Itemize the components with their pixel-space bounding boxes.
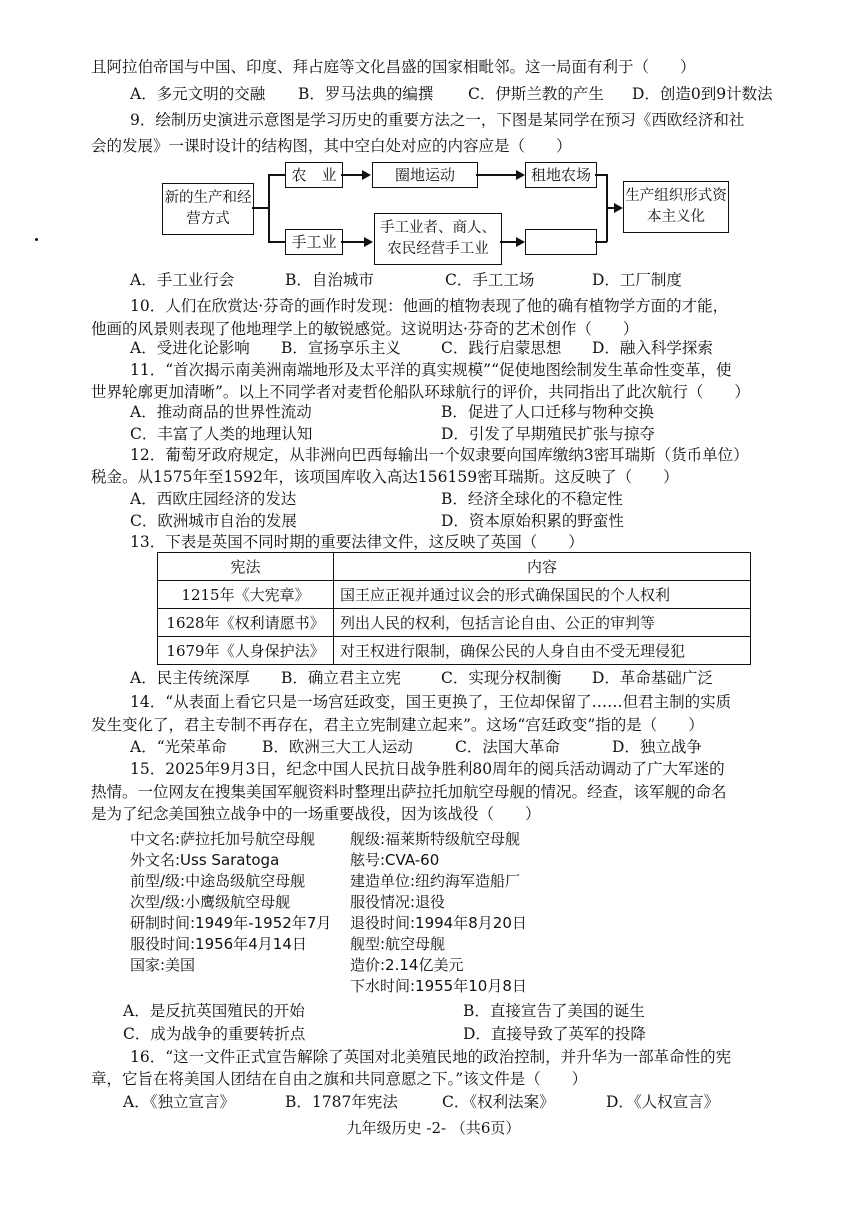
q12-stem-line1: 12．葡萄牙政府规定，从非洲向巴西每输出一个奴隶要向国库缴纳3密耳瑞斯（货币单位）	[130, 446, 749, 464]
spec-item: 外文名:Uss Saratoga	[130, 851, 280, 869]
q12-stem-line2: 税金。从1575年至1592年，该项国库收入高达156159密耳瑞斯。这反映了（ ）	[91, 468, 679, 486]
spec-item: 舰型:航空母舰	[350, 935, 446, 953]
page-footer: 九年级历史 -2- （共6页）	[346, 1119, 521, 1137]
diagram-arrow-head	[364, 237, 373, 247]
q14-option-a: A．“光荣革命	[130, 738, 227, 756]
q13-law-table	[157, 552, 751, 665]
q16-option-a: A．《独立宣言》	[123, 1093, 235, 1111]
diagram-arrow-head	[516, 170, 525, 180]
q13-option-a: A．民主传统深厚	[130, 669, 250, 687]
q8-option-a: A．多元文明的交融	[130, 85, 266, 103]
table-row	[158, 581, 751, 609]
q8-option-b: B．罗马法典的编撰	[298, 85, 434, 103]
q10-option-a: A．受进化论影响	[130, 339, 250, 357]
q12-option-c: C．欧洲城市自治的发展	[130, 512, 297, 530]
diagram-connector	[268, 174, 270, 241]
q11-option-c: C．丰富了人类的地理认知	[130, 425, 313, 443]
q13-option-c: C．实现分权制衡	[441, 669, 562, 687]
spec-item: 国家:美国	[130, 956, 196, 974]
q15-stem-line3: 是为了纪念美国独立战争中的一场重要战役，因为该战役（ ）	[91, 805, 541, 823]
diagram-arrow	[341, 174, 363, 176]
q11-stem-line1: 11．“首次揭示南美洲南端地形及太平洋的真实规模”“促使地图绘制发生革命性变革，使	[130, 361, 732, 379]
spec-item: 下水时间:1955年10月8日	[350, 977, 527, 995]
q11-stem-line2: 世界轮廓更加清晰”。以上不同学者对麦哲伦船队环球航行的评价，共同指出了此次航行（ ）	[91, 383, 750, 401]
diagram-arrow	[476, 174, 516, 176]
q10-option-d: D．融入科学探索	[592, 339, 713, 357]
q10-option-b: B．宣扬享乐主义	[281, 339, 401, 357]
q14-stem-line2: 发生变化了，君主专制不再存在，君主立宪制建立起来”。这场“宫廷政变”指的是（ ）	[91, 716, 704, 734]
q12-option-b: B．经济全球化的不稳定性	[441, 490, 623, 508]
spec-item: 服役情况:退役	[350, 893, 446, 911]
q14-option-b: B．欧洲三大工人运动	[262, 738, 413, 756]
q11-option-b: B．促进了人口迁移与物种交换	[441, 403, 654, 421]
table-cell: 1628年《权利请愿书》	[158, 609, 334, 637]
spec-item: 研制时间:1949年-1952年7月	[130, 914, 332, 932]
diagram-connector	[268, 241, 285, 243]
table-cell: 1215年《大宪章》	[158, 581, 334, 609]
q10-stem-line2: 他画的风景则表现了他地理学上的敏锐感觉。这说明达·芬奇的艺术创作（ ）	[91, 320, 639, 338]
diagram-arrow	[500, 241, 516, 243]
scan-speck	[35, 238, 38, 241]
table-header-row	[158, 553, 751, 581]
q12-option-a: A．西欧庄园经济的发达	[130, 490, 297, 508]
table-cell: 列出人民的权利，包括言论自由、公正的审判等	[334, 609, 751, 637]
q10-option-c: C．践行启蒙思想	[441, 339, 562, 357]
diagram-arrow-head	[516, 237, 525, 247]
table-cell: 1679年《人身保护法》	[158, 637, 334, 665]
spec-item: 前型/级:中途岛级航空母舰	[130, 872, 306, 890]
spec-item: 造价:2.14亿美元	[350, 956, 464, 974]
q14-option-d: D．独立战争	[612, 738, 702, 756]
diagram-arrow	[606, 207, 614, 209]
q16-stem-line2: 章，它旨在将美国人团结在自由之旗和共同意愿之下。”该文件是（ ）	[91, 1070, 588, 1088]
q14-stem-line1: 14．“从表面上看它只是一场宫廷政变，国王更换了，王位却保留了……但君主制的实质	[130, 693, 732, 711]
diagram-box-craftsmen-merchants: 手工业者、商人、农民经营手工业	[374, 213, 502, 265]
diagram-arrow-head	[362, 170, 371, 180]
diagram-arrow	[341, 241, 365, 243]
spec-item: 中文名:萨拉托加号航空母舰	[130, 830, 316, 848]
spec-item: 舷号:CVA-60	[350, 851, 440, 869]
spec-item: 舰级:福莱斯特级航空母舰	[350, 830, 521, 848]
spec-item: 次型/级:小鹰级航空母舰	[130, 893, 291, 911]
diagram-blank-box	[525, 229, 597, 255]
q16-option-d: D．《人权宣言》	[606, 1093, 720, 1111]
q9-stem-line1: 9．绘制历史演进示意图是学习历史的重要方法之一，下图是某同学在预习《西欧经济和社	[130, 111, 745, 129]
q10-stem-line1: 10．人们在欣赏达·芬奇的画作时发现：他画的植物表现了他的确有植物学方面的才能，	[130, 297, 729, 315]
diagram-box-new-production: 新的生产和经营方式	[162, 183, 254, 235]
q8-option-c: C．伊斯兰教的产生	[468, 85, 604, 103]
spec-item: 退役时间:1994年8月20日	[350, 914, 527, 932]
q13-stem: 13．下表是英国不同时期的重要法律文件，这反映了英国（ ）	[130, 533, 584, 551]
q13-option-d: D．革命基础广泛	[592, 669, 713, 687]
spec-item: 服役时间:1956年4月14日	[130, 935, 307, 953]
q9-stem-line2: 会的发展》一课时设计的结构图，其中空白处对应的内容应是（ ）	[91, 137, 572, 155]
diagram-arrow-head	[614, 203, 623, 213]
diagram-box-capitalist-organization: 生产组织形式资本主义化	[623, 181, 729, 233]
q15-stem-line1: 15．2025年9月3日，纪念中国人民抗日战争胜利80周年的阅兵活动调动了广大军迷的	[130, 760, 725, 778]
q14-option-c: C．法国大革命	[455, 738, 560, 756]
q9-option-a: A．手工业行会	[130, 271, 235, 289]
table-cell: 国王应正视并通过议会的形式确保国民的个人权利	[334, 581, 751, 609]
diagram-box-enclosure: 圈地运动	[372, 162, 478, 188]
q15-option-b: B．直接宣告了美国的诞生	[463, 1002, 645, 1020]
table-cell: 对王权进行限制，确保公民的人身自由不受无理侵犯	[334, 637, 751, 665]
q16-option-c: C．《权利法案》	[442, 1093, 555, 1111]
q11-option-d: D．引发了早期殖民扩张与掠夺	[441, 425, 655, 443]
q16-stem-line1: 16．“这一文件正式宣告解除了英国对北美殖民地的政治控制，并升华为一部革命性的宪	[130, 1048, 732, 1066]
q9-option-c: C．手工工场	[445, 271, 535, 289]
q15-option-c: C．成为战争的重要转折点	[123, 1025, 306, 1043]
q13-option-b: B．确立君主立宪	[281, 669, 401, 687]
diagram-connector	[268, 174, 285, 176]
q11-option-a: A．推动商品的世界性流动	[130, 403, 312, 421]
table-header-cell: 内容	[334, 553, 751, 581]
diagram-box-leased-farm: 租地农场	[525, 162, 597, 188]
q15-stem-line2: 热情。一位网友在搜集美国军舰资料时整理出萨拉托加航空母舰的情况。经查，该军舰的命名	[91, 783, 727, 801]
table-row	[158, 609, 751, 637]
q9-option-d: D．工厂制度	[592, 271, 682, 289]
q9-option-b: B．自治城市	[285, 271, 374, 289]
diagram-connector	[252, 207, 268, 209]
spec-item: 建造单位:纽约海军造船厂	[350, 872, 521, 890]
q15-option-d: D．直接导致了英军的投降	[463, 1025, 646, 1043]
q15-option-a: A．是反抗英国殖民的开始	[123, 1002, 305, 1020]
diagram-box-handicraft: 手工业	[285, 229, 343, 255]
table-row	[158, 637, 751, 665]
q16-option-b: B．1787年宪法	[285, 1093, 398, 1111]
q8-stem: 且阿拉伯帝国与中国、印度、拜占庭等文化昌盛的国家相毗邻。这一局面有利于（ ）	[91, 58, 696, 76]
q8-option-d: D．创造0到9计数法	[632, 85, 773, 103]
q12-option-d: D．资本原始积累的野蛮性	[441, 512, 624, 530]
diagram-box-agriculture: 农 业	[285, 162, 343, 188]
table-header-cell: 宪法	[158, 553, 334, 581]
